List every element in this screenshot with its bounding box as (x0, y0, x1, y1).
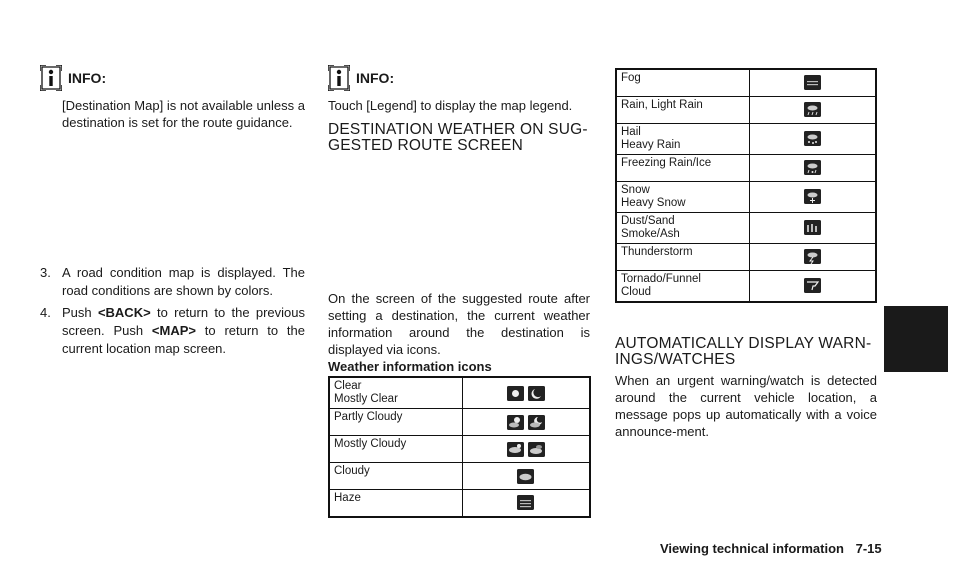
warnings-heading (615, 336, 877, 368)
weather-label-line: Tornado/Funnel (621, 272, 701, 285)
footer-section: Viewing technical information (660, 541, 844, 556)
step-text-post: to return to the current location map screen. (62, 323, 305, 356)
weather-row (616, 270, 876, 302)
weather-label-line: Cloud (621, 285, 652, 298)
heading-line: DESTINATION WEATHER ON SUG- (328, 121, 588, 138)
weather-icon-cell (749, 154, 876, 181)
weather-row (329, 409, 590, 436)
weather-icon-cell (462, 436, 590, 463)
weather-label (616, 154, 749, 181)
step-3 (40, 264, 305, 300)
section-heading (328, 122, 590, 154)
weather-paragraph: On the screen of the suggested route after setting a destination, the current weather information around the destination is displayed via icons. (328, 291, 590, 357)
weather-label-line: Hail (621, 125, 641, 138)
info-label: INFO: (68, 70, 107, 86)
weather-label (616, 270, 749, 302)
heading-line: INGS/WATCHES (615, 351, 736, 368)
weather-row (616, 243, 876, 270)
weather-row (616, 181, 876, 212)
mostly-clear-icon (528, 386, 545, 401)
weather-label-line: Mostly Cloudy (334, 438, 407, 450)
steps-list (40, 264, 305, 358)
weather-label (329, 377, 462, 409)
heading-line: AUTOMATICALLY DISPLAY WARN- (615, 335, 872, 352)
weather-icon-cell (749, 270, 876, 302)
weather-label-line: Freezing Rain/Ice (621, 156, 712, 169)
weather-label (329, 490, 462, 517)
weather-label (616, 69, 749, 96)
weather-label-line: Rain, Light Rain (621, 98, 703, 111)
chapter-tab (884, 306, 948, 372)
info-icon (328, 65, 350, 91)
mostly-cloudy-day-icon (507, 442, 524, 457)
haze-icon (517, 495, 534, 510)
weather-row (329, 463, 590, 490)
step-text-pre: Push (62, 305, 98, 320)
info-icon (40, 65, 62, 91)
weather-icon-cell (462, 490, 590, 517)
partly-cloudy-night-icon (528, 415, 545, 430)
step-text (62, 304, 305, 358)
info-text: Touch [Legend] to display the map legend. (328, 98, 573, 113)
weather-icon-cell (749, 96, 876, 123)
left-info-block (40, 65, 305, 131)
step-text-mid: to return to the previous screen. Push (62, 305, 305, 338)
weather-label (329, 436, 462, 463)
weather-icons-table-2 (615, 68, 877, 303)
map-key: <MAP> (151, 323, 196, 338)
weather-row (616, 154, 876, 181)
partly-cloudy-day-icon (507, 415, 524, 430)
weather-row (329, 490, 590, 517)
weather-label-line: Partly Cloudy (334, 411, 403, 423)
table-title: Weather information icons (328, 359, 492, 374)
snow-icon (804, 189, 821, 204)
weather-label-line: Clear (334, 380, 362, 392)
weather-label (329, 463, 462, 490)
info-heading (40, 65, 305, 91)
dust-icon (804, 220, 821, 235)
heading-line: GESTED ROUTE SCREEN (328, 137, 523, 154)
weather-row (616, 212, 876, 243)
weather-row (329, 436, 590, 463)
weather-label-line: Haze (334, 492, 361, 504)
middle-info-block (328, 65, 590, 154)
mostly-cloudy-night-icon (528, 442, 545, 457)
weather-label-line: Heavy Rain (621, 138, 681, 151)
weather-icon-cell (749, 123, 876, 154)
weather-label (616, 181, 749, 212)
rain-icon (804, 102, 821, 117)
footer (660, 541, 882, 556)
weather-row (616, 96, 876, 123)
freezing-rain-icon (804, 160, 821, 175)
back-key: <BACK> (97, 305, 151, 320)
weather-row (616, 123, 876, 154)
step-4 (40, 304, 305, 358)
weather-icon-cell (749, 243, 876, 270)
weather-icon-cell (749, 212, 876, 243)
weather-icon-cell (749, 69, 876, 96)
tornado-icon (804, 278, 821, 293)
weather-label-line: Smoke/Ash (621, 227, 680, 240)
weather-icons-table-1 (328, 376, 591, 518)
cloudy-icon (517, 469, 534, 484)
weather-icon-cell (462, 463, 590, 490)
step-number: 4. (40, 305, 51, 320)
weather-icon-cell (462, 409, 590, 436)
weather-label (616, 212, 749, 243)
hail-icon (804, 131, 821, 146)
weather-label (329, 409, 462, 436)
weather-label-line: Heavy Snow (621, 196, 686, 209)
weather-label-line: Mostly Clear (334, 393, 398, 405)
weather-label (616, 96, 749, 123)
thunderstorm-icon (804, 249, 821, 264)
weather-label (616, 123, 749, 154)
info-label: INFO: (356, 70, 395, 86)
info-heading (328, 65, 590, 91)
weather-label (616, 243, 749, 270)
weather-label-line: Dust/Sand (621, 214, 675, 227)
weather-label-line: Thunderstorm (621, 245, 693, 258)
weather-label-line: Cloudy (334, 465, 370, 477)
weather-label-line: Snow (621, 183, 650, 196)
warnings-paragraph: When an urgent warning/watch is detected around the current vehicle location, a message pops up automatically with a voice announce-ment. (615, 373, 877, 439)
weather-row (616, 69, 876, 96)
page-number: 7-15 (855, 541, 882, 556)
info-text: [Destination Map] is not available unless a destination is set for the route guidance. (62, 98, 305, 130)
weather-icon-cell (749, 181, 876, 212)
step-number: 3. (40, 265, 51, 280)
clear-icon (507, 386, 524, 401)
weather-label-line: Fog (621, 72, 641, 84)
weather-row (329, 377, 590, 409)
fog-icon (804, 75, 821, 90)
step-text: A road condition map is displayed. The road conditions are shown by colors. (62, 265, 305, 298)
weather-icon-cell (462, 377, 590, 409)
